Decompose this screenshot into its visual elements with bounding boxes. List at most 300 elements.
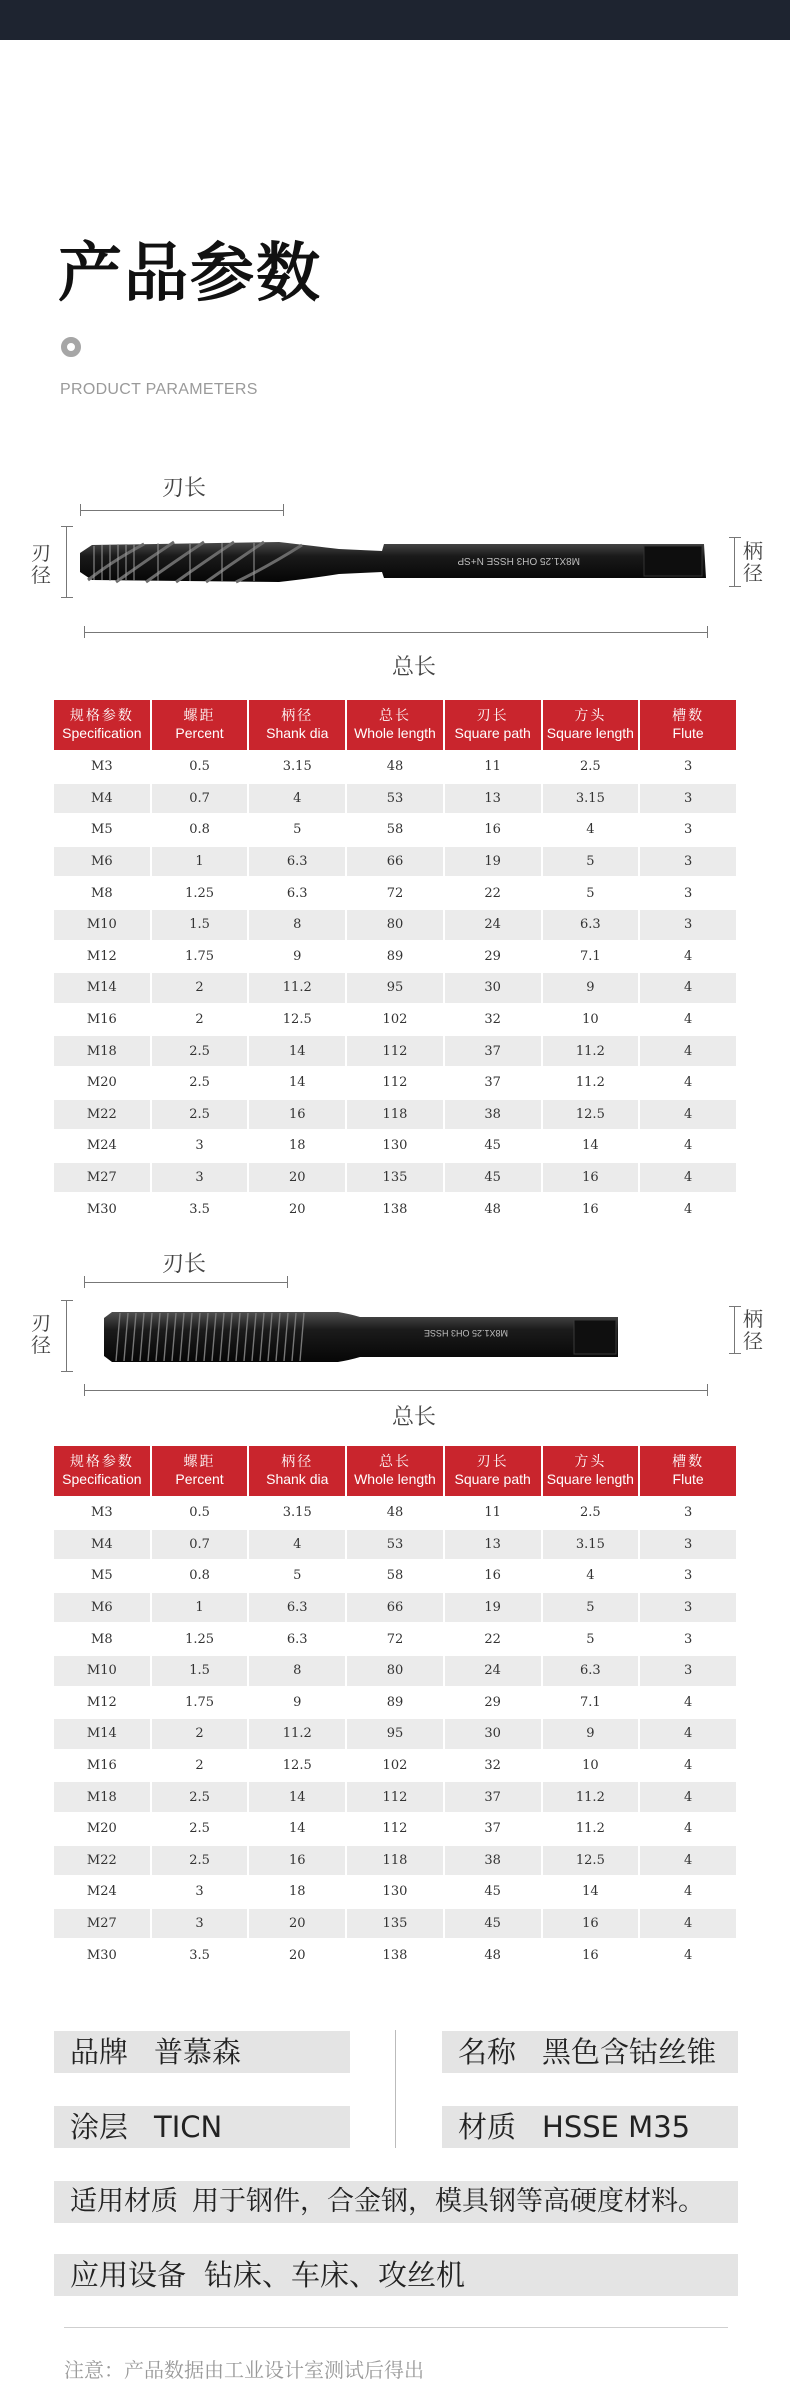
table-cell: M6 (54, 1593, 150, 1623)
table-cell: 10 (543, 1005, 639, 1035)
table-cell: 32 (445, 1751, 541, 1781)
table-cell: 14 (249, 1782, 345, 1812)
table-cell: 3 (640, 784, 736, 814)
column-header (445, 700, 541, 750)
table-cell: 20 (249, 1194, 345, 1224)
column-header (640, 700, 736, 750)
table-cell: 112 (347, 1814, 443, 1844)
material-box (442, 2106, 738, 2148)
table-cell: M27 (54, 1163, 150, 1193)
column-header-zh: 方头 (574, 708, 607, 724)
table-cell: 0.8 (152, 815, 248, 845)
table-cell: M10 (54, 910, 150, 940)
table-cell: 11 (445, 1498, 541, 1528)
table-cell: 1.75 (152, 1688, 248, 1718)
table-cell: 12.5 (543, 1100, 639, 1130)
table-cell: 2.5 (152, 1100, 248, 1130)
column-header-en: Specification (62, 1471, 142, 1487)
table-cell: 89 (347, 1688, 443, 1718)
table-cell: 32 (445, 1005, 541, 1035)
table-row (54, 1530, 736, 1560)
table-cell: 1.5 (152, 910, 248, 940)
brand-box (54, 2031, 350, 2073)
table-cell: 4 (249, 784, 345, 814)
material-value: HSSE M35 (542, 2110, 691, 2144)
table-cell: 9 (543, 1719, 639, 1749)
table-row (54, 878, 736, 908)
table-cell: 11.2 (249, 1719, 345, 1749)
spiral-tap-image (74, 520, 714, 606)
table-cell: 4 (543, 815, 639, 845)
column-header-en: Percent (175, 1471, 224, 1487)
table-cell: 1 (152, 1593, 248, 1623)
table-cell: 11.2 (543, 1036, 639, 1066)
column-header-zh: 规格参数 (69, 708, 134, 724)
table-cell: 66 (347, 847, 443, 877)
table-cell: 16 (445, 815, 541, 845)
table-cell: 45 (445, 1163, 541, 1193)
table-cell: M24 (54, 1877, 150, 1907)
table-cell: 19 (445, 1593, 541, 1623)
table-cell: 3.15 (249, 752, 345, 782)
table-cell: 4 (640, 1719, 736, 1749)
table-cell: 3 (640, 1624, 736, 1654)
table-cell: 48 (347, 1498, 443, 1528)
table-cell: 3 (152, 1131, 248, 1161)
spec-table-straight (52, 1444, 738, 1972)
table-cell: 3 (640, 1498, 736, 1528)
column-header (54, 700, 150, 750)
table-cell: 11.2 (543, 1814, 639, 1844)
table-cell: 4 (640, 1909, 736, 1939)
table-cell: 66 (347, 1593, 443, 1623)
column-header-en: Whole length (354, 1471, 436, 1487)
table-cell: 6.3 (543, 1656, 639, 1686)
total-length-label: 总长 (392, 1405, 437, 1430)
table-row (54, 784, 736, 814)
table-row (54, 1782, 736, 1812)
applicable-label: 适用材质 (70, 2186, 178, 2217)
table-cell: 3 (640, 815, 736, 845)
table-cell: 11.2 (543, 1782, 639, 1812)
table-cell: 4 (640, 1005, 736, 1035)
table-header-row (54, 700, 736, 750)
table-row (54, 942, 736, 972)
page-subtitle: PRODUCT PARAMETERS (60, 381, 258, 398)
table-cell: 4 (640, 1194, 736, 1224)
coating-box (54, 2106, 350, 2148)
column-header-zh: 刃长 (476, 1454, 509, 1470)
table-cell: 16 (543, 1163, 639, 1193)
table-row (54, 1561, 736, 1591)
table-cell: 2.5 (152, 1782, 248, 1812)
table-cell: 18 (249, 1877, 345, 1907)
table-cell: M6 (54, 847, 150, 877)
table-cell: 1.75 (152, 942, 248, 972)
table-cell: 3 (152, 1877, 248, 1907)
table-row (54, 1624, 736, 1654)
table-cell: 48 (445, 1194, 541, 1224)
table-row (54, 815, 736, 845)
column-header (347, 1446, 443, 1496)
table-cell: 6.3 (543, 910, 639, 940)
table-cell: 118 (347, 1846, 443, 1876)
total-length-dimension-line (84, 632, 708, 633)
table-row (54, 1751, 736, 1781)
table-cell: 5 (249, 1561, 345, 1591)
table-cell: 138 (347, 1940, 443, 1970)
table-cell: 14 (249, 1068, 345, 1098)
spec-table-spiral (52, 698, 738, 1226)
table-cell: 11.2 (249, 973, 345, 1003)
column-header (347, 700, 443, 750)
top-bar (0, 0, 790, 40)
column-header-zh: 螺距 (183, 708, 216, 724)
table-cell: 6.3 (249, 1624, 345, 1654)
table-cell: 3 (640, 1656, 736, 1686)
table-cell: 80 (347, 910, 443, 940)
shank-dia-dimension-line (734, 1306, 735, 1354)
table-cell: 138 (347, 1194, 443, 1224)
table-cell: 9 (543, 973, 639, 1003)
table-cell: M4 (54, 1530, 150, 1560)
table-row (54, 847, 736, 877)
table-cell: M20 (54, 1068, 150, 1098)
table-cell: 130 (347, 1877, 443, 1907)
table-cell: 4 (640, 1846, 736, 1876)
table-cell: 2 (152, 973, 248, 1003)
table-cell: 3 (640, 752, 736, 782)
table-cell: 135 (347, 1909, 443, 1939)
table-cell: 102 (347, 1751, 443, 1781)
table-cell: 30 (445, 973, 541, 1003)
column-header (640, 1446, 736, 1496)
table-cell: M8 (54, 878, 150, 908)
table-cell: 2.5 (152, 1846, 248, 1876)
shank-dia-label: 柄径 (743, 539, 763, 585)
table-cell: 37 (445, 1036, 541, 1066)
table-cell: 14 (543, 1131, 639, 1161)
table-cell: 112 (347, 1782, 443, 1812)
table-cell: 72 (347, 878, 443, 908)
column-header-zh: 方头 (574, 1454, 607, 1470)
table-cell: 4 (543, 1561, 639, 1591)
table-cell: 16 (445, 1561, 541, 1591)
column-header-en: Square length (546, 1471, 634, 1487)
table-cell: 22 (445, 1624, 541, 1654)
brand-value: 普慕森 (154, 2035, 242, 2069)
table-cell: 20 (249, 1909, 345, 1939)
table-row (54, 1656, 736, 1686)
column-header (543, 1446, 639, 1496)
table-cell: 3 (640, 1593, 736, 1623)
table-cell: 18 (249, 1131, 345, 1161)
table-row (54, 973, 736, 1003)
column-header-zh: 柄径 (281, 1454, 314, 1470)
table-cell: M22 (54, 1100, 150, 1130)
column-header-en: Whole length (354, 725, 436, 741)
column-header-zh: 规格参数 (69, 1454, 134, 1470)
table-cell: 0.7 (152, 1530, 248, 1560)
shank-dia-label: 柄径 (743, 1307, 763, 1353)
table-cell: 3 (640, 910, 736, 940)
table-cell: M27 (54, 1909, 150, 1939)
column-header-zh: 总长 (378, 708, 411, 724)
table-cell: 9 (249, 1688, 345, 1718)
table-cell: M12 (54, 1688, 150, 1718)
diameter-label: 刃径 (31, 541, 51, 587)
table-cell: 3 (640, 1561, 736, 1591)
note-divider (64, 2327, 728, 2328)
brand-label: 品牌 (70, 2035, 129, 2069)
table-cell: 4 (640, 1131, 736, 1161)
table-cell: 14 (543, 1877, 639, 1907)
info-divider (395, 2030, 396, 2148)
column-header-zh: 总长 (378, 1454, 411, 1470)
table-cell: 2 (152, 1719, 248, 1749)
applicable-value: 用于钢件，合金钢，模具钢等高硬度材料。 (192, 2186, 705, 2217)
table-cell: 9 (249, 942, 345, 972)
table-cell: 22 (445, 878, 541, 908)
page-title: 产品参数 (58, 237, 322, 311)
applicable-material-box (54, 2181, 738, 2223)
table-cell: 1 (152, 847, 248, 877)
footnote: 注意：产品数据由工业设计室测试后得出 (64, 2358, 424, 2382)
column-header-zh: 槽数 (672, 1454, 705, 1470)
table-cell: 0.5 (152, 752, 248, 782)
table-cell: M16 (54, 1005, 150, 1035)
table-row (54, 1688, 736, 1718)
column-header-zh: 刃长 (476, 708, 509, 724)
table-row (54, 1131, 736, 1161)
table-cell: 1.5 (152, 1656, 248, 1686)
table-cell: 4 (249, 1530, 345, 1560)
table-cell: 58 (347, 815, 443, 845)
table-cell: 2.5 (543, 1498, 639, 1528)
tap-marking-text: M8X1.25 OH3 HSSE (423, 1328, 508, 1338)
table-cell: 135 (347, 1163, 443, 1193)
straight-tap-image (98, 1304, 628, 1370)
table-cell: 5 (543, 878, 639, 908)
table-cell: 2 (152, 1751, 248, 1781)
table-cell: 2 (152, 1005, 248, 1035)
table-cell: 4 (640, 1782, 736, 1812)
table-cell: 3.5 (152, 1194, 248, 1224)
table-row (54, 1005, 736, 1035)
table-cell: 6.3 (249, 1593, 345, 1623)
table-cell: 5 (543, 1593, 639, 1623)
table-cell: 45 (445, 1131, 541, 1161)
table-cell: 3 (152, 1909, 248, 1939)
diameter-label: 刃径 (31, 1311, 51, 1357)
tap-marking-text: M8X1.25 OH3 HSSE N+SP (457, 555, 580, 566)
table-cell: 2.5 (152, 1036, 248, 1066)
table-cell: 95 (347, 1719, 443, 1749)
blade-length-dimension-line (84, 1282, 288, 1283)
table-row (54, 1068, 736, 1098)
table-cell: 8 (249, 910, 345, 940)
coating-label: 涂层 (70, 2110, 129, 2144)
table-cell: M18 (54, 1036, 150, 1066)
table-cell: M8 (54, 1624, 150, 1654)
table-cell: 1.25 (152, 878, 248, 908)
table-cell: M5 (54, 1561, 150, 1591)
table-cell: 4 (640, 1814, 736, 1844)
table-header-row (54, 1446, 736, 1496)
total-length-label: 总长 (392, 655, 437, 680)
table-cell: 2.5 (543, 752, 639, 782)
table-cell: 14 (249, 1036, 345, 1066)
table-row (54, 752, 736, 782)
table-cell: 13 (445, 1530, 541, 1560)
table-cell: 3 (640, 1530, 736, 1560)
table-cell: 3 (152, 1163, 248, 1193)
table-cell: 3.15 (249, 1498, 345, 1528)
table-cell: 3.15 (543, 784, 639, 814)
table-cell: 4 (640, 942, 736, 972)
table-cell: M22 (54, 1846, 150, 1876)
table-cell: 6.3 (249, 878, 345, 908)
table-cell: 37 (445, 1068, 541, 1098)
column-header (249, 700, 345, 750)
table-row (54, 1163, 736, 1193)
table-cell: M12 (54, 942, 150, 972)
table-cell: 24 (445, 1656, 541, 1686)
table-cell: M14 (54, 973, 150, 1003)
column-header-en: Specification (62, 725, 142, 741)
table-cell: 16 (249, 1846, 345, 1876)
table-cell: 3 (640, 847, 736, 877)
table-cell: 30 (445, 1719, 541, 1749)
table-cell: 53 (347, 784, 443, 814)
coating-value: TICN (154, 2110, 223, 2144)
table-row (54, 1593, 736, 1623)
table-cell: 13 (445, 784, 541, 814)
table-cell: 4 (640, 1688, 736, 1718)
table-cell: 58 (347, 1561, 443, 1591)
table-cell: 1.25 (152, 1624, 248, 1654)
table-cell: 0.7 (152, 784, 248, 814)
table-cell: 53 (347, 1530, 443, 1560)
column-header (543, 700, 639, 750)
table-cell: 45 (445, 1909, 541, 1939)
name-label: 名称 (458, 2035, 517, 2069)
table-cell: 12.5 (249, 1751, 345, 1781)
table-cell: M5 (54, 815, 150, 845)
column-header-zh: 槽数 (672, 708, 705, 724)
column-header-en: Square path (454, 725, 531, 741)
blade-length-label: 刃长 (162, 1252, 207, 1277)
table-cell: M30 (54, 1194, 150, 1224)
table-cell: 80 (347, 1656, 443, 1686)
table-cell: 5 (543, 1624, 639, 1654)
shank-dia-dimension-line (734, 537, 735, 587)
name-box (442, 2031, 738, 2073)
total-length-dimension-line (84, 1390, 708, 1391)
table-cell: 2.5 (152, 1068, 248, 1098)
table-cell: 20 (249, 1940, 345, 1970)
table-cell: 16 (543, 1940, 639, 1970)
table-cell: 4 (640, 1940, 736, 1970)
table-cell: 3 (640, 878, 736, 908)
table-cell: 48 (445, 1940, 541, 1970)
table-cell: 4 (640, 973, 736, 1003)
table-cell: 5 (543, 847, 639, 877)
equipment-value: 钻床、车床、攻丝机 (204, 2258, 466, 2292)
table-cell: 102 (347, 1005, 443, 1035)
column-header-zh: 螺距 (183, 1454, 216, 1470)
table-row (54, 1940, 736, 1970)
column-header-zh: 柄径 (281, 708, 314, 724)
blade-length-label: 刃长 (162, 476, 207, 501)
table-cell: 112 (347, 1036, 443, 1066)
table-cell: 72 (347, 1624, 443, 1654)
table-cell: 8 (249, 1656, 345, 1686)
equipment-label: 应用设备 (70, 2258, 187, 2292)
column-header-en: Flute (672, 725, 704, 741)
table-row (54, 1909, 736, 1939)
column-header (249, 1446, 345, 1496)
table-cell: 2.5 (152, 1814, 248, 1844)
table-cell: M3 (54, 1498, 150, 1528)
table-cell: 10 (543, 1751, 639, 1781)
table-cell: 3.15 (543, 1530, 639, 1560)
table-cell: M20 (54, 1814, 150, 1844)
table-cell: 29 (445, 942, 541, 972)
blade-length-dimension-line (80, 510, 284, 511)
table-cell: 0.8 (152, 1561, 248, 1591)
table-cell: 11 (445, 752, 541, 782)
table-cell: 19 (445, 847, 541, 877)
table-cell: 5 (249, 815, 345, 845)
table-cell: 45 (445, 1877, 541, 1907)
table-cell: 4 (640, 1751, 736, 1781)
table-cell: M16 (54, 1751, 150, 1781)
table-cell: 7.1 (543, 1688, 639, 1718)
column-header (152, 700, 248, 750)
table-cell: 95 (347, 973, 443, 1003)
ring-icon (61, 337, 81, 357)
table-cell: M10 (54, 1656, 150, 1686)
material-label: 材质 (458, 2110, 517, 2144)
table-cell: 4 (640, 1068, 736, 1098)
diameter-dimension-line (66, 1300, 67, 1372)
table-cell: 16 (543, 1194, 639, 1224)
table-cell: 38 (445, 1100, 541, 1130)
table-cell: M4 (54, 784, 150, 814)
table-row (54, 1814, 736, 1844)
table-cell: 14 (249, 1814, 345, 1844)
table-cell: 37 (445, 1814, 541, 1844)
column-header-en: Flute (672, 1471, 704, 1487)
table-row (54, 1498, 736, 1528)
table-cell: 4 (640, 1100, 736, 1130)
table-cell: M3 (54, 752, 150, 782)
table-cell: 4 (640, 1877, 736, 1907)
table-cell: 112 (347, 1068, 443, 1098)
table-cell: 89 (347, 942, 443, 972)
equipment-box (54, 2254, 738, 2296)
table-cell: 6.3 (249, 847, 345, 877)
table-cell: 37 (445, 1782, 541, 1812)
table-cell: 3.5 (152, 1940, 248, 1970)
diameter-dimension-line (66, 526, 67, 598)
table-cell: 20 (249, 1163, 345, 1193)
table-cell: 24 (445, 910, 541, 940)
table-cell: 4 (640, 1163, 736, 1193)
table-row (54, 1100, 736, 1130)
table-row (54, 1719, 736, 1749)
